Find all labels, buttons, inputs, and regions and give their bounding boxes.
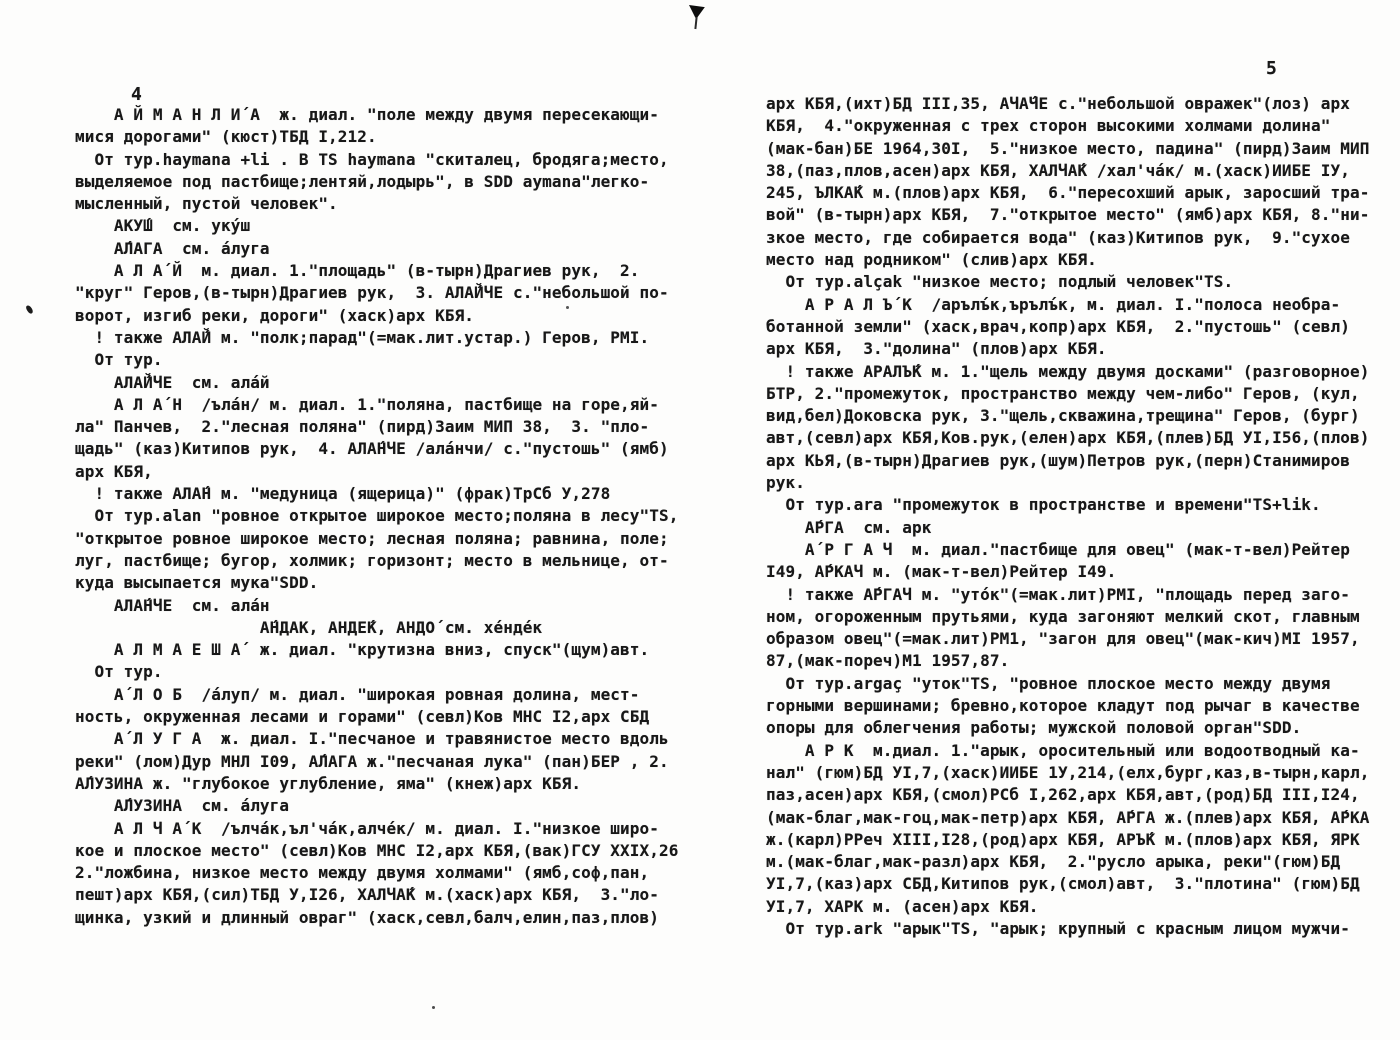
text-line: А Л Ч А́ К /ълча́к,ъл'ча́к,алче́к/ м. диал. I."низкое широ- bbox=[75, 818, 659, 838]
text-line: От тур.ark "арык"TS, "арык; крупный с красным лицом мужчи- bbox=[766, 918, 1350, 938]
text-line: (мак-благ,мак-гоц,мак-петр)арх КБЯ, А́РГА ж.(плев)арх КБЯ, А́РКА bbox=[766, 807, 1370, 827]
text-line: зкое место, где собирается вода" (каз)Китипов рук, 9."сухое bbox=[766, 227, 1350, 247]
text-line: образом овец"(=мак.лит)РМ1, "загон для овец"(мак-кич)МI 1957, bbox=[766, 629, 1360, 649]
text-line: От тур.haymana +li . В TS haymana "скиталец, бродяга;место, bbox=[75, 149, 669, 169]
text-line: горными вершинами; бревно,которое кладут под рычаг в качестве bbox=[766, 696, 1360, 716]
text-line: "открытое ровное широкое место; лесная поляна; равнина, поле; bbox=[75, 528, 669, 548]
text-line: выделяемое под пастбище;лентяй,лодырь", в SDD aymana"легко- bbox=[75, 171, 650, 191]
text-line: ж.(карл)РРеч XIII,I28,(род)арх КБЯ, АРЪ́К м.(плов)арх КБЯ, ЯРК bbox=[766, 829, 1360, 849]
text-line: ! также А́РГАЧ м. "уто́к"(=мак.лит)РМI, "площадь перед заго- bbox=[766, 584, 1350, 604]
text-line: пешт)арх КБЯ,(сил)ТБД У,I26, ХАЛЧА́К м.(хаск)арх КБЯ, 3."ло- bbox=[75, 885, 659, 905]
page-number-left: 4 bbox=[131, 84, 142, 105]
text-line: авт,(севл)арх КБЯ,Ков.рук,(елен)арх КБЯ,(плев)БД УI,I56,(плов) bbox=[766, 428, 1370, 448]
text-line: БТР, 2."промежуток, пространство между чем-либо" Геров, (кул, bbox=[766, 383, 1360, 403]
text-line: КБЯ, 4."окруженная с трех сторон высокими холмами долина" bbox=[766, 116, 1331, 136]
text-line: А Р А Л Ъ́ К /арълъ́к,ърълъ́к, м. диал. I."полоса необра- bbox=[766, 294, 1341, 314]
right-page-text-column bbox=[766, 93, 1378, 940]
text-line: 38,(паз,плов,асен)арх КБЯ, ХАЛЧА́К /хал'ча́к/ м.(хаск)ИИБЕ IУ, bbox=[766, 160, 1350, 180]
text-line: А́ЛАГА см. а́луга bbox=[75, 238, 270, 258]
text-line: ворот, изгиб реки, дороги" (хаск)арх КБЯ. bbox=[75, 305, 475, 325]
text-line: "круг" Геров,(в-тырн)Драгиев рук, 3. АЛА́ЙЧЕ с."небольшой по- bbox=[75, 283, 669, 303]
text-line: щадь" (каз)Китипов рук, 4. АЛА́НЧЕ /ала́нчи/ с."пустошь" (ямб) bbox=[75, 439, 669, 459]
text-line: А́ЛУЗИНА ж. "глубокое углубление, яма" (кнеж)арх КБЯ. bbox=[75, 773, 582, 793]
text-line: УI,7,(каз)арх СБД,Китипов рук,(смол)авт, 3."плотина" (гюм)БД bbox=[766, 874, 1360, 894]
text-line: арх КЬЯ,(в-тырн)Драгиев рук,(шум)Петров рук,(перн)Станимиров bbox=[766, 450, 1350, 470]
text-line: ! также АРАЛЪ́К м. 1."щель между двумя досками" (разговорное) bbox=[766, 361, 1370, 381]
text-line: I49, А́РКАЧ м. (мак-т-вел)Рейтер I49. bbox=[766, 562, 1117, 582]
text-line: опоры для облегчения работы; мужской половой орган"SDD. bbox=[766, 718, 1302, 738]
ink-blot-tail-artifact bbox=[694, 17, 697, 29]
text-line: ность, окруженная лесами и горами" (севл)Ков МНС I2,арх СБД bbox=[75, 707, 650, 727]
text-line: (мак-бан)БЕ 1964,30I, 5."низкое место, падина" (пирд)Заим МИП bbox=[766, 138, 1370, 158]
text-line: м.(мак-благ,мак-разл)арх КБЯ, 2."русло арыка, реки"(гюм)БД bbox=[766, 852, 1341, 872]
text-line: От тур. bbox=[75, 662, 163, 682]
text-line: А́ЛУЗИНА см. а́луга bbox=[75, 796, 290, 816]
text-line: От тур. bbox=[75, 350, 163, 370]
text-line: АЛА́ЙЧЕ см. ала́й bbox=[75, 372, 270, 392]
text-line: ботанной земли" (хаск,врач,копр)арх КБЯ, 2."пустошь" (севл) bbox=[766, 316, 1350, 336]
text-line: АЛА́НЧЕ см. ала́н bbox=[75, 595, 270, 615]
text-line: мысленный, пустой человек". bbox=[75, 194, 338, 214]
text-line: А Л А́ Й м. диал. 1."площадь" (в-тырн)Драгиев рук, 2. bbox=[75, 261, 640, 281]
text-line: реки" (лом)Дур МНЛ I09, А́ЛАГА ж."песчаная лука" (пан)БЕР , 2. bbox=[75, 751, 669, 771]
text-line: А́ Р Г А Ч м. диал."пастбище для овец" (мак-т-вел)Рейтер bbox=[766, 539, 1350, 559]
text-line: А́НДАК, АНДЕ́К, АНДО́ см. хе́нде́к bbox=[75, 617, 543, 637]
text-line: ! также АЛА́Й м. "полк;парад"(=мак.лит.устар.) Геров, РМI. bbox=[75, 327, 650, 347]
text-line: А Й М А Н Л И́ А ж. диал. "поле между двумя пересекающи- bbox=[75, 105, 659, 124]
text-line: От тур.ara "промежуток в пространстве и времени"TS+lik. bbox=[766, 495, 1321, 515]
text-line: От тур.alan "ровное открытое широкое место;поляна в лесу"TS, bbox=[75, 506, 679, 526]
text-line: 2."ложбина, низкое место между двумя холмами" (ямб,соф,пан, bbox=[75, 863, 650, 883]
text-line: вой" (в-тырн)арх КБЯ, 7."открытое место" (ямб)арх КБЯ, 8."ни- bbox=[766, 205, 1370, 225]
text-line: ном, огороженным прутьями, куда загоняют мелкий скот, главным bbox=[766, 606, 1360, 626]
text-line: арх КБЯ,(ихт)БД III,35, АЧА́ЧЕ с."небольшой овражек"(лоз) арх bbox=[766, 94, 1350, 113]
text-line: луг, пастбище; бугор, холмик; горизонт; место в мельнице, от- bbox=[75, 550, 669, 570]
text-line: А́ Л У Г А ж. диал. I."песчаное и травянистое место вдоль bbox=[75, 729, 669, 749]
text-line: ! также АЛА́Н м. "медуница (ящерица)" (фрак)ТрСб У,278 bbox=[75, 484, 611, 504]
text-line: А́РГА см. арк bbox=[766, 517, 932, 537]
text-line: куда высыпается мука"SDD. bbox=[75, 573, 319, 593]
text-line: А́ Л О Б /а́луп/ м. диал. "широкая ровная долина, мест- bbox=[75, 684, 640, 704]
text-line: кое и плоское место" (севл)Ков МНС I2,арх КБЯ,(вак)ГСУ XXIX,26 bbox=[75, 840, 679, 860]
text-line: арх КБЯ, bbox=[75, 461, 153, 481]
text-line: УI,7, ХАРК м. (асен)арх КБЯ. bbox=[766, 896, 1039, 916]
page-number-right: 5 bbox=[1266, 58, 1277, 79]
text-line: рук. bbox=[766, 473, 805, 493]
text-line: А Л А́ Н /ъла́н/ м. диал. 1."поляна, пастбище на горе,яй- bbox=[75, 394, 659, 414]
text-line: место над родником" (слив)арх КБЯ. bbox=[766, 250, 1097, 270]
text-line: АКУ́Ш см. уку́ш bbox=[75, 216, 251, 236]
text-line: А Р К м.диал. 1."арык, оросительный или водоотводный ка- bbox=[766, 740, 1360, 760]
text-line: нал" (гюм)БД УI,7,(хаск)ИИБЕ 1У,214,(елх,бург,каз,в-тырн,карл, bbox=[766, 762, 1370, 782]
text-line: щинка, узкий и длинный овраг" (хаск,севл,балч,елин,паз,плов) bbox=[75, 907, 659, 927]
text-line: ла" Панчев, 2."лесная поляна" (пирд)Заим МИП 38, 3. "пло- bbox=[75, 417, 650, 437]
left-page-text-column bbox=[75, 104, 679, 929]
text-line: 87,(мак-пореч)М1 1957,87. bbox=[766, 651, 1010, 671]
text-line: арх КБЯ, 3."долина" (плов)арх КБЯ. bbox=[766, 339, 1107, 359]
text-line: мися дорогами" (кюст)ТБД I,212. bbox=[75, 127, 377, 147]
text-line: А Л М А Е Ш А́ ж. диал. "крутизна вниз, спуск"(щум)авт. bbox=[75, 640, 650, 660]
text-line: вид,бел)Доковска рук, 3."щель,скважина,трещина" Геров, (бург) bbox=[766, 406, 1360, 426]
text-line: От тур.argaç "уток"TS, "ровное плоское место между двумя bbox=[766, 673, 1331, 693]
dot-speck-artifact bbox=[432, 1006, 435, 1009]
margin-speck-artifact bbox=[25, 304, 34, 314]
text-line: От тур.alçak "низкое место; подлый человек"TS. bbox=[766, 272, 1234, 292]
text-line: 245, ЪЛКА́К м.(плов)арх КБЯ, 6."пересохший арык, заросший тра- bbox=[766, 183, 1370, 203]
text-line: паз,асен)арх КБЯ,(смол)РСб I,262,арх КБЯ,авт,(род)БД III,I24, bbox=[766, 785, 1360, 805]
